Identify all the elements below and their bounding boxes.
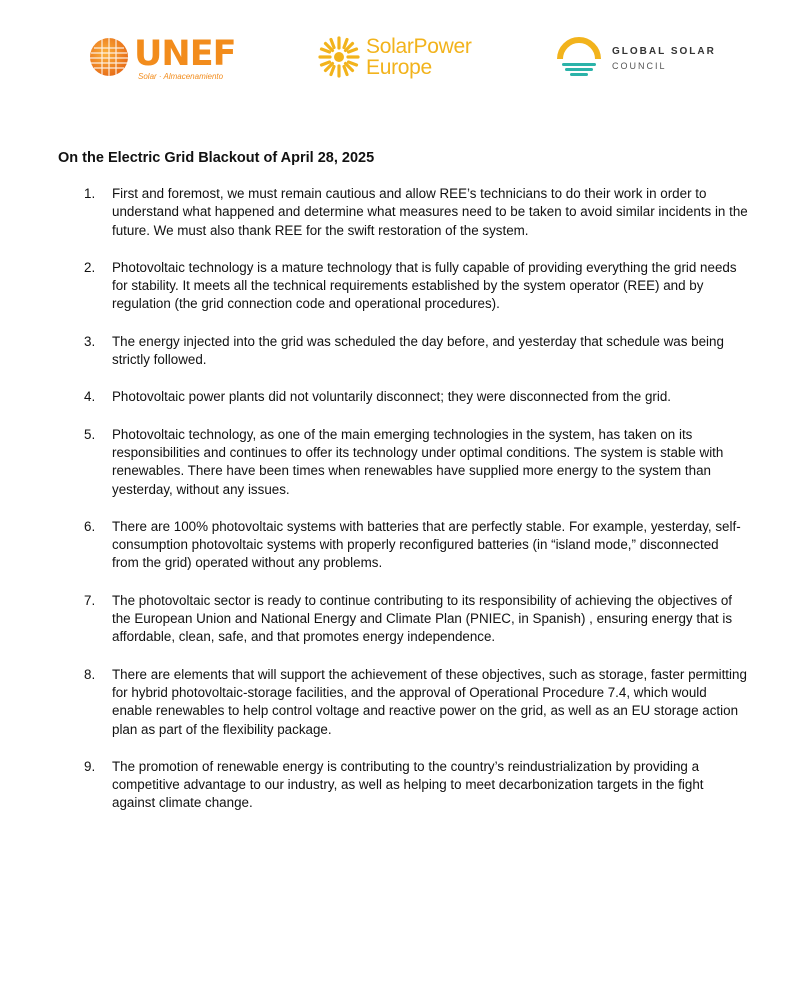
solarpower-europe-logo bbox=[318, 34, 508, 84]
global-solar-council-logo bbox=[556, 36, 736, 82]
europe-wordmark: Europe bbox=[366, 56, 432, 79]
list-item bbox=[58, 333, 748, 370]
list-item-number: 1. bbox=[84, 186, 96, 201]
list-item-text: Photovoltaic technology, as one of the main emerging technologies in the system, has taken on its responsibilities and continues to offer its technology under optimal conditions. The system is stable with renewables. There have been times when renewables have supplied more energy to the system than yesterday, without any issues. bbox=[112, 426, 724, 497]
list-item-number: 6. bbox=[84, 518, 96, 534]
unef-sun-icon bbox=[88, 36, 130, 78]
list-item bbox=[58, 426, 748, 499]
list-item-number: 2. bbox=[84, 259, 96, 275]
list-item-number: 9. bbox=[84, 758, 96, 774]
list-item-text: There are 100% photovoltaic systems with batteries that are perfectly stable. For example, yesterday, self-consumption photovoltaic systems with properly reconfigured batteries (in “island mode,” disconnected from the grid) operated without any problems. bbox=[112, 518, 741, 571]
logo-header bbox=[0, 0, 786, 110]
list-item-text: Photovoltaic technology is a mature technology that is fully capable of providing everything the grid needs for stability. It meets all the technical requirements established by the system operator (REE) and by regulation (the grid connection code and operational procedures). bbox=[112, 259, 737, 312]
list-item bbox=[58, 666, 748, 739]
document-title: On the Electric Grid Blackout of April 28, 2025 bbox=[58, 150, 375, 166]
list-item-text: First and foremost, we must remain cautious and allow REE’s technicians to do their work in order to understand what happened and determine what measures need to be taken to avoid similar incidents in the future. We must also thank REE for the swift restoration of the system. bbox=[112, 186, 748, 238]
list-item-number: 7. bbox=[84, 592, 96, 608]
gsc-council-wordmark: COUNCIL bbox=[612, 61, 667, 71]
list-item-text: The energy injected into the grid was scheduled the day before, and yesterday that schedule was being strictly followed. bbox=[112, 333, 724, 368]
list-item bbox=[58, 388, 748, 406]
unef-logo bbox=[88, 32, 263, 88]
gsc-wordmark: GLOBAL SOLAR bbox=[612, 46, 716, 57]
list-item bbox=[58, 592, 748, 647]
list-item-text: There are elements that will support the achievement of these objectives, such as storage, faster permitting for hybrid photovoltaic-storage facilities, and the approval of Operational Procedure 7.4, which would enable renewables to help control voltage and reactive power on the grid, as well as an EU storage action plan as part of the flexibility package. bbox=[112, 666, 747, 737]
list-item bbox=[58, 518, 748, 573]
list-item bbox=[58, 259, 748, 314]
list-item-number: 8. bbox=[84, 666, 96, 682]
unef-wordmark: UNEF bbox=[134, 34, 236, 74]
list-item bbox=[58, 185, 748, 240]
gsc-circle-icon bbox=[556, 36, 602, 82]
statement-list bbox=[58, 185, 748, 832]
sun-rays-icon bbox=[318, 36, 360, 78]
list-item-number: 4. bbox=[84, 389, 96, 405]
list-item-number: 5. bbox=[84, 426, 96, 442]
unef-tagline: Solar · Almacenamiento bbox=[138, 72, 224, 81]
list-item bbox=[58, 758, 748, 813]
solarpower-wordmark: SolarPower bbox=[366, 35, 472, 58]
list-item-text: Photovoltaic power plants did not voluntarily disconnect; they were disconnected from the grid. bbox=[112, 389, 671, 405]
list-item-text: The promotion of renewable energy is contributing to the country’s reindustrialization by providing a competitive advantage to our industry, as well as helping to meet decarbonization targets in the fight against climate change. bbox=[112, 758, 704, 811]
list-item-text: The photovoltaic sector is ready to continue contributing to its responsibility of achieving the objectives of the European Union and National Energy and Climate Plan (PNIEC, in Spanish) , ensuring energy that is affordable, clean, safe, and that promotes energy independence. bbox=[112, 592, 733, 645]
list-item-number: 3. bbox=[84, 333, 96, 349]
